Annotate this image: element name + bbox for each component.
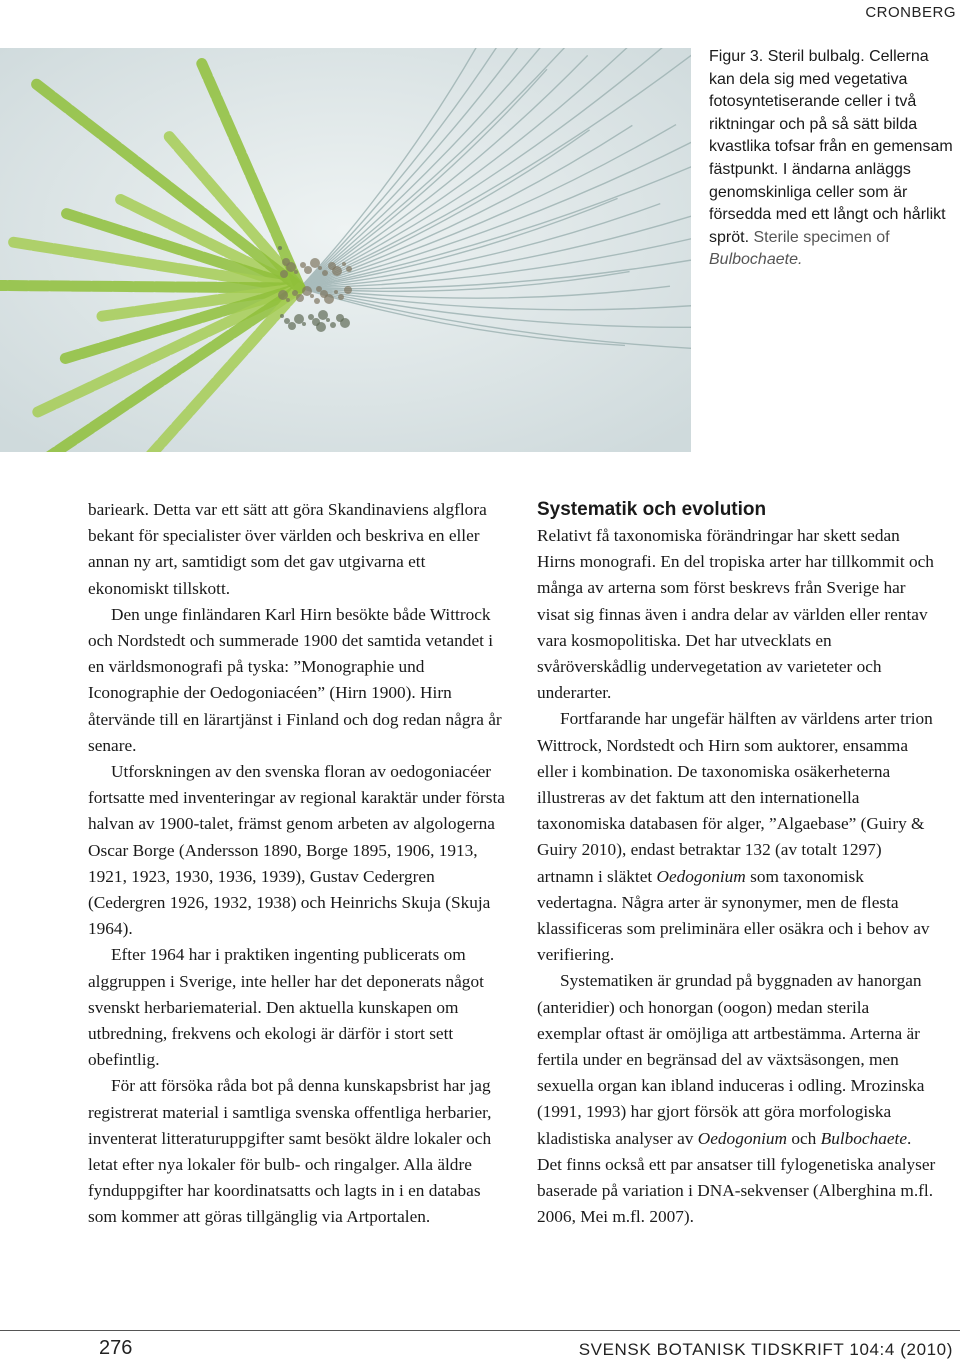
debris-particle [346, 266, 352, 272]
section-heading: Systematik och evolution [537, 499, 767, 520]
caption-english-lead: Sterile specimen of [753, 228, 890, 246]
genus-name: Bulbochaete [820, 1128, 908, 1148]
debris-particle [296, 294, 304, 302]
debris-particle [312, 318, 320, 326]
debris-particle [318, 266, 322, 270]
caption-swedish: Figur 3. Steril bulbalg. Cellerna kan dela sig med vegetativa fotosyntetiserande celler i två riktningar och på så sätt bilda kvastlika tofsar från en gemensam fästpunkt. I ändarna anläggs genomskinliga celler som är försedda med ett långt och hårlikt spröt. [709, 48, 953, 246]
text-run: Systematiken är grundad på byggnaden av hanorgan (anteridier) och honorgan (oogon) medan sterila exemplar oftast är omöjliga att artbestämma. Arterna är fertila under en begränsad del av växtsäsongen, men sexuella organ kan ibland induceras i odling. Mrozinska (1991, 1993) har gjort försök att göra morfologiska kladistiska analyser av [537, 971, 925, 1148]
debris-particle [310, 258, 320, 268]
debris-particle [334, 290, 338, 294]
debris-particle [314, 298, 320, 304]
footer-rule [0, 1330, 960, 1331]
debris-particle [330, 322, 336, 328]
right-column [537, 497, 937, 1230]
debris-particle [294, 314, 304, 324]
caption-genus: Bulbochaete. [709, 251, 803, 269]
debris-particle [344, 286, 352, 294]
left-column [88, 497, 508, 1231]
text-run: och [787, 1128, 821, 1148]
debris-particle [318, 310, 328, 320]
debris-particle [342, 262, 346, 266]
debris-particle [322, 270, 328, 276]
text-run: . Det finns också ett par ansatser till fylogenetiska analyser baserade på variation i DNA-sekvenser (Alberghina m.fl. 2006, Mei m.fl. 2007). [537, 1128, 936, 1227]
running-head: CRONBERG [865, 4, 956, 21]
page-number: 276 [99, 1337, 133, 1359]
micrograph-photo [0, 48, 691, 452]
debris-particle [336, 314, 344, 322]
journal-citation: SVENSK BOTANISK TIDSKRIFT 104:4 (2010) [578, 1340, 953, 1359]
paragraph: Efter 1964 har i praktiken ingenting publicerats om alggruppen i Sverige, inte heller har det deponerats något svenskt herbariematerial. Den aktuella kunskapen om utbredning, frekvens och ekologi är därför i stort sett obefintlig. [88, 945, 484, 1070]
paragraph [537, 968, 937, 1230]
genus-name: Oedogonium [656, 866, 746, 886]
debris-particle [316, 286, 322, 292]
debris-particle [300, 262, 306, 268]
debris-particle [310, 294, 314, 298]
paragraph: Utforskningen av den svenska floran av oedogoniacéer fortsatte med inventeringar av regional karaktär under första halvan av 1900-talet, främst genom arbeten av algologerna Oscar Borge (Andersson 1890, Borge 1895, 1906, 1913, 1921, 1923, 1930, 1936, 1939), Gustav Cedergren (Cedergren 1926, 1932, 1938) och Heinrichs Skuja (Skuja 1964). [88, 762, 505, 939]
debris-particle [282, 258, 290, 266]
algae-filaments-image [0, 48, 691, 452]
paragraph: Den unge finländaren Karl Hirn besökte både Wittrock och Nordstedt och summerade 1900 det samtida vetandet i en världsmonografi på tyska: ”Monographie und Iconographie der Oedogoniacéen” (Hirn 1900). Hirn återvände till en lärartjänst i Finland och dog redan några år senare. [88, 604, 502, 755]
debris-particle [326, 318, 330, 322]
debris-particle [304, 266, 312, 274]
green-filament [0, 285, 300, 288]
debris-particle [280, 270, 288, 278]
debris-particle [278, 246, 282, 250]
text-run: som taxonomisk vedertagna. Några arter är synonymer, men de flesta klassificeras som preliminära eller osäkra och i behov av verifiering. [537, 866, 930, 965]
debris-particle [292, 290, 298, 296]
debris-particle [302, 322, 306, 326]
debris-particle [294, 270, 298, 274]
debris-particle [284, 318, 290, 324]
text-run: Fortfarande har ungefär hälften av världens arter trion Wittrock, Nordstedt och Hirn som auktorer, ensamma eller i kombination. De taxonomiska osäkerheterna illustreras av det faktum att den internationella taxonomiska databasen för alger, ”Algaebase” (Guiry & Guiry 2010), endast betraktar 132 (av totalt 1297) artnamn i släktet [537, 709, 933, 886]
paragraph: barieark. Detta var ett sätt att göra Skandinaviens algflora bekant för specialister över världen och beskriva en eller annan ny art, samtidigt som det gav utgivarna ett ekonomiskt tillskott. [88, 500, 487, 598]
paragraph [537, 706, 937, 968]
debris-particle [320, 290, 328, 298]
debris-particle [308, 314, 314, 320]
debris-particle [328, 262, 336, 270]
debris-particle [278, 290, 288, 300]
debris-particle [286, 298, 290, 302]
paragraph: Relativt få taxonomiska förändringar har skett sedan Hirns monografi. En del tropiska arter har tillkommit och många av arterna som först beskrevs från Sverige har visat sig finnas även i andra delar av världen eller rentav vara kosmopolitiska. Det har utvecklats en svåröverskådlig undervegetation av varieteter och underarter. [537, 526, 934, 703]
paragraph: För att försöka råda bot på denna kunskapsbrist har jag registrerat material i samtliga svenska offentliga herbarier, inventerat litteraturuppgifter samt besökt äldre lokaler och letat efter nya lokaler för bulb- och ringalger. Alla äldre fynduppgifter har koordinatsatts och lagts in i en databas som kommer att göras tillgänglig via Artportalen. [88, 1076, 492, 1227]
genus-name: Oedogonium [697, 1128, 788, 1148]
debris-particle [280, 314, 284, 318]
debris-particle [302, 286, 312, 296]
debris-particle [338, 294, 344, 300]
figure-caption [709, 46, 954, 272]
debris-particle [288, 322, 296, 330]
